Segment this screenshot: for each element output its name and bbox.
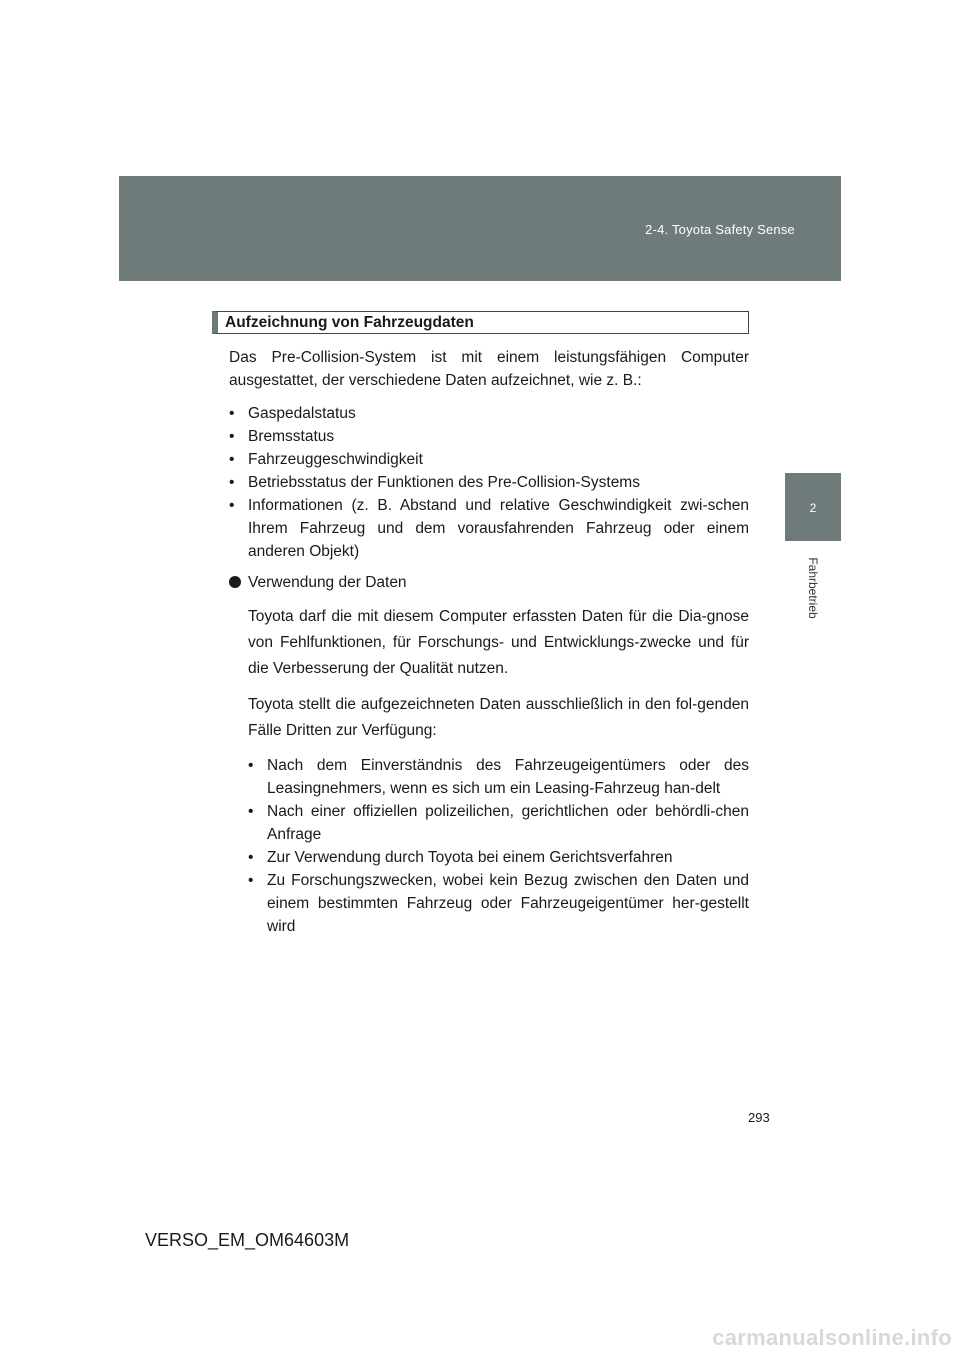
list-item: • Zur Verwendung durch Toyota bei einem Gerichtsverfahren	[248, 846, 749, 869]
usage-title: Verwendung der Daten	[248, 574, 407, 591]
page-content	[212, 311, 749, 938]
recorded-data-list	[229, 402, 749, 563]
page-number: 293	[748, 1110, 770, 1125]
document-code: VERSO_EM_OM64603M	[145, 1230, 350, 1250]
list-item: • Fahrzeuggeschwindigkeit	[229, 448, 749, 471]
list-item: • Nach einer offiziellen polizeilichen, gerichtlichen oder behördli-chen Anfrage	[248, 800, 749, 846]
chapter-side-label: Fahrbetrieb	[806, 557, 820, 619]
list-item: • Zu Forschungszwecken, wobei kein Bezug zwischen den Daten und einem bestimmten Fahrzeug oder Fahrzeugeigentümer her-gestellt wird	[248, 869, 749, 938]
list-item: • Gaspedalstatus	[229, 402, 749, 425]
chapter-title: 2-4. Toyota Safety Sense	[645, 222, 795, 237]
list-item: • Bremsstatus	[229, 425, 749, 448]
disclosure-cases-list	[248, 754, 749, 938]
watermark-text: carmanualsonline.info	[712, 1325, 952, 1350]
chapter-number: 2	[809, 501, 817, 515]
filled-circle-icon	[229, 576, 241, 588]
chapter-header-band	[119, 176, 841, 281]
intro-paragraph: Das Pre-Collision-System ist mit einem leistungsfähigen Computer ausgestattet, der verschiedene Daten aufzeichnet, wie z. B.:	[229, 349, 749, 389]
chapter-side-tab	[785, 473, 841, 541]
list-item: • Informationen (z. B. Abstand und relative Geschwindigkeit zwi-schen Ihrem Fahrzeug und dem vorausfahrenden Fahrzeug oder einem anderen Objekt)	[229, 494, 749, 563]
list-item: • Betriebsstatus der Funktionen des Pre-Collision-Systems	[229, 471, 749, 494]
usage-paragraph-1: Toyota darf die mit diesem Computer erfassten Daten für die Dia-gnose von Fehlfunktionen, für Forschungs- und Entwicklungs-zwecke und für die Verbesserung der Qualität nutzen.	[248, 608, 749, 677]
usage-paragraph-2: Toyota stellt die aufgezeichneten Daten ausschließlich in den fol-genden Fälle Dritten zur Verfügung:	[248, 696, 749, 739]
section-heading: Aufzeichnung von Fahrzeugdaten	[212, 311, 749, 334]
list-item: • Nach dem Einverständnis des Fahrzeugeigentümers oder des Leasingnehmers, wenn es sich um ein Leasing-Fahrzeug han-delt	[248, 754, 749, 800]
usage-subheading	[229, 571, 749, 594]
